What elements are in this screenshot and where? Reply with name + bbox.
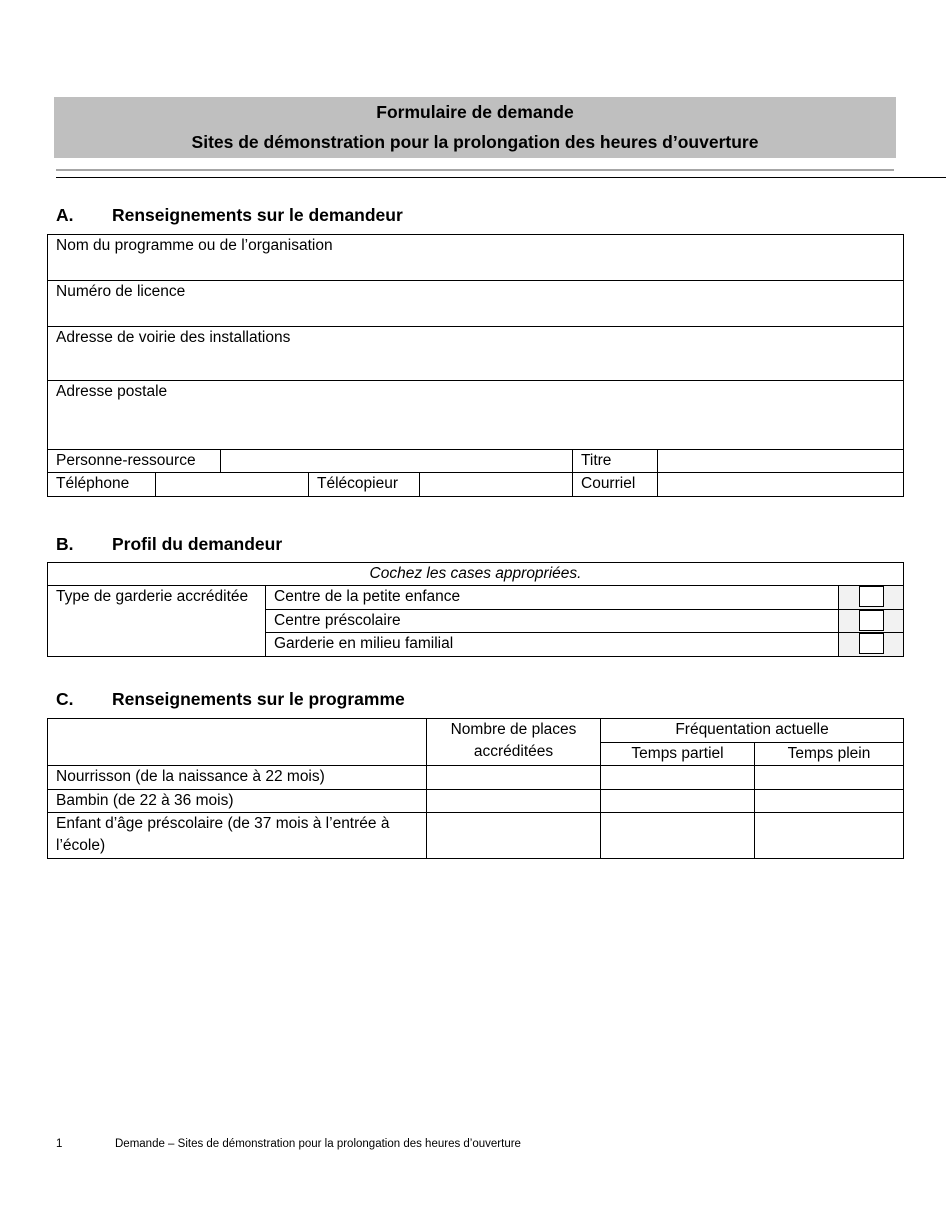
table-row <box>48 813 904 859</box>
form-subtitle: Sites de démonstration pour la prolongation des heures d’ouverture <box>191 132 759 152</box>
checkbox-family-daycare[interactable] <box>859 633 884 654</box>
program-name-field[interactable] <box>48 235 904 281</box>
header-divider-gray <box>56 169 894 171</box>
option-label: Centre préscolaire <box>266 610 839 633</box>
street-address-field[interactable] <box>48 327 904 381</box>
checkbox-early-childhood-centre[interactable] <box>859 586 884 607</box>
mailing-address-field[interactable] <box>48 381 904 450</box>
places-input[interactable] <box>427 766 601 790</box>
form-title: Formulaire de demande <box>376 102 574 122</box>
option-checkbox-cell <box>839 633 904 657</box>
license-number-field[interactable] <box>48 281 904 327</box>
program-info-table <box>47 718 904 859</box>
option-label: Centre de la petite enfance <box>266 586 839 610</box>
header-divider-black <box>56 177 946 178</box>
program-name-label: Nom du programme ou de l’organisation <box>56 237 333 254</box>
daycare-type-label: Type de garderie accréditée <box>48 586 266 657</box>
table-row <box>48 790 904 813</box>
full-time-input[interactable] <box>755 790 904 813</box>
full-time-header: Temps plein <box>755 743 904 766</box>
section-b-title: Profil du demandeur <box>112 534 283 554</box>
attendance-header: Fréquentation actuelle <box>601 719 904 743</box>
part-time-header: Temps partiel <box>601 743 755 766</box>
age-group-label: Enfant d’âge préscolaire (de 37 mois à l’entrée à l’école) <box>48 813 427 859</box>
section-b-letter: B. <box>56 534 74 554</box>
applicant-info-table <box>47 234 904 497</box>
section-c-title: Renseignements sur le programme <box>112 689 405 709</box>
footer-text: Demande – Sites de démonstration pour la prolongation des heures d’ouverture <box>115 1138 521 1150</box>
part-time-input[interactable] <box>601 766 755 790</box>
contact-person-input[interactable] <box>221 450 573 473</box>
contact-person-label: Personne-ressource <box>48 450 221 473</box>
places-header: Nombre de places accréditées <box>427 719 601 766</box>
street-address-label: Adresse de voirie des installations <box>56 329 291 346</box>
title-label: Titre <box>573 450 658 473</box>
part-time-input[interactable] <box>601 813 755 859</box>
checkbox-preschool-centre[interactable] <box>859 610 884 631</box>
email-label: Courriel <box>573 473 658 497</box>
license-number-label: Numéro de licence <box>56 283 186 300</box>
applicant-profile-table <box>47 562 904 657</box>
phone-label: Téléphone <box>48 473 156 497</box>
age-group-label: Bambin (de 22 à 36 mois) <box>48 790 427 813</box>
full-time-input[interactable] <box>755 813 904 859</box>
email-input[interactable] <box>658 473 904 497</box>
section-a-letter: A. <box>56 205 74 225</box>
table-row <box>48 766 904 790</box>
option-label: Garderie en milieu familial <box>266 633 839 657</box>
fax-input[interactable] <box>420 473 573 497</box>
fax-label: Télécopieur <box>309 473 420 497</box>
mailing-address-label: Adresse postale <box>56 383 168 400</box>
option-checkbox-cell <box>839 610 904 633</box>
option-checkbox-cell <box>839 586 904 610</box>
corner-header-cell <box>48 719 427 766</box>
form-header-banner <box>54 97 896 158</box>
section-c-letter: C. <box>56 689 74 709</box>
title-input[interactable] <box>658 450 904 473</box>
places-input[interactable] <box>427 813 601 859</box>
section-a-title: Renseignements sur le demandeur <box>112 205 403 225</box>
age-group-label: Nourrisson (de la naissance à 22 mois) <box>48 766 427 790</box>
phone-input[interactable] <box>156 473 309 497</box>
page-number: 1 <box>56 1138 63 1150</box>
full-time-input[interactable] <box>755 766 904 790</box>
places-input[interactable] <box>427 790 601 813</box>
part-time-input[interactable] <box>601 790 755 813</box>
check-instruction: Cochez les cases appropriées. <box>48 563 904 586</box>
